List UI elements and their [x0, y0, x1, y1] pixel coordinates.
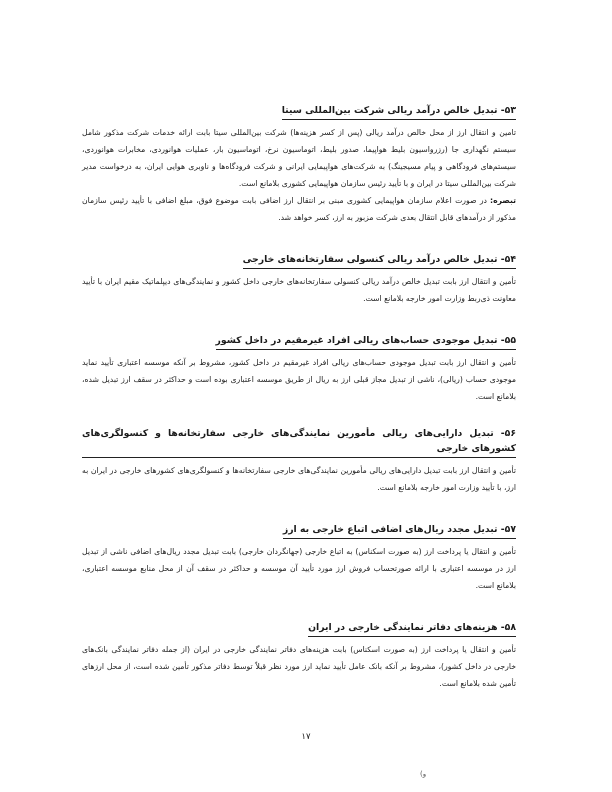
note-text: در صورت اعلام سازمان هواپیمایی کشوری مبنی بر انتقال ارز اضافی بابت موضوع فوق، مبلغ اضافی با تأیید رئیس سازمان مذکور از درآمدهای قابل انتقال بعدی شرکت مزبور به ارز، کسر خواهد شد.: [82, 196, 516, 222]
section-paragraph: تأمین و انتقال ارز بابت تبدیل خالص درآمد ریالی کنسولی سفارتخانه‌های خارجی داخل کشور و نمایندگی‌های دیپلماتیک مقیم ایران با تأیید معاونت ذی‌ربط وزارت امور خارجه بلامانع است.: [82, 277, 516, 303]
section-paragraph: تأمین و انتقال ارز بابت تبدیل موجودی حساب‌های ریالی افراد غیرمقیم در داخل کشور، مشروط بر آنکه موسسه اعتباری تأیید نماید موجودی حساب (ریالی)، ناشی از تبدیل مجاز قبلی ارز به ریال از طریق موسسه اعتباری بوده است و حداکثر در سقف ارز تبدیل شده، بلامانع است.: [82, 358, 516, 401]
section-note: [82, 192, 516, 226]
section-paragraph: تأمین و انتقال یا پرداخت ارز (به صورت اسکناس) به اتباع خارجی (جهانگردان خارجی) بابت تبدیل مجدد ریال‌های اضافی ناشی از تبدیل ارز در موسسه اعتباری با ارائه صورتحساب فروش ارز مورد تأیید آن موسسه و حداکثر در سقف آن از محل منابع موسسه اعتباری، بلامانع است.: [82, 547, 516, 590]
section-title: ۵۴- تبدیل خالص درآمد ریالی کنسولی سفارتخانه‌های خارجی: [243, 252, 516, 269]
corner-mark: (و: [420, 770, 427, 778]
section-paragraph: تأمین و انتقال ارز بابت تبدیل دارایی‌های ریالی مأمورین نمایندگی‌های خارجی سفارتخانه‌ها و کنسولگری‌های کشورهای خارجی در ایران به ارز، با تأیید وزارت امور خارجه بلامانع است.: [82, 466, 516, 492]
document-body: [82, 98, 516, 713]
section-paragraph: تأمین و انتقال یا پرداخت ارز (به صورت اسکناس) بابت هزینه‌های دفاتر نمایندگی خارجی در ایران (از جمله دفاتر نمایندگی بانک‌های خارجی در داخل کشور)، مشروط بر آنکه بانک عامل تأیید نماید ارز مورد نظر قبلاً توسط دفاتر مذکور تأمین شده است، از محل ارزهای تأمین شده بلامانع است.: [82, 645, 516, 688]
section-53: [82, 98, 516, 226]
section-title: ۵۸- هزینه‌های دفاتر نمایندگی خارجی در ایران: [308, 620, 516, 637]
section-title: ۵۳- تبدیل خالص درآمد ریالی شرکت بین‌المللی سیتا: [282, 103, 516, 120]
section-56: [82, 426, 516, 496]
section-54: [82, 247, 516, 307]
note-label: تبصره:: [490, 196, 516, 205]
section-title: ۵۶- تبدیل دارایی‌های ریالی مأمورین نمایندگی‌های خارجی سفارتخانه‌ها و کنسولگری‌های کشورهای خارجی: [82, 426, 516, 458]
section-title: ۵۵- تبدیل موجودی حساب‌های ریالی افراد غیرمقیم در داخل کشور: [216, 333, 516, 350]
section-57: [82, 517, 516, 594]
page-number: ۱۷: [301, 732, 311, 742]
section-58: [82, 615, 516, 692]
section-paragraph: تامین و انتقال ارز از محل خالص درآمد ریالی (پس از کسر هزینه‌ها) شرکت بین‌المللی سیتا بابت ارائه خدمات شرکت مذکور شامل سیستم نگهداری جا (رزرواسیون بلیط هواپیما، صدور بلیط، اتوماسیون نرخ، اتوماسیون بار، عملیات هوانوردی، مخابرات هوانوردی، سیستم‌های فرودگاهی و پیام مسیجینگ) به شرکت‌های هواپیمایی ایرانی و شرکت فرودگاه‌ها و ناوبری هوایی ایران، به درخواست مدیر شرکت بین‌المللی سیتا در ایران و با تأیید رئیس سازمان هواپیمایی کشوری بلامانع است.: [82, 128, 516, 188]
section-title: ۵۷- تبدیل مجدد ریال‌های اضافی اتباع خارجی به ارز: [283, 522, 516, 539]
section-55: [82, 328, 516, 405]
